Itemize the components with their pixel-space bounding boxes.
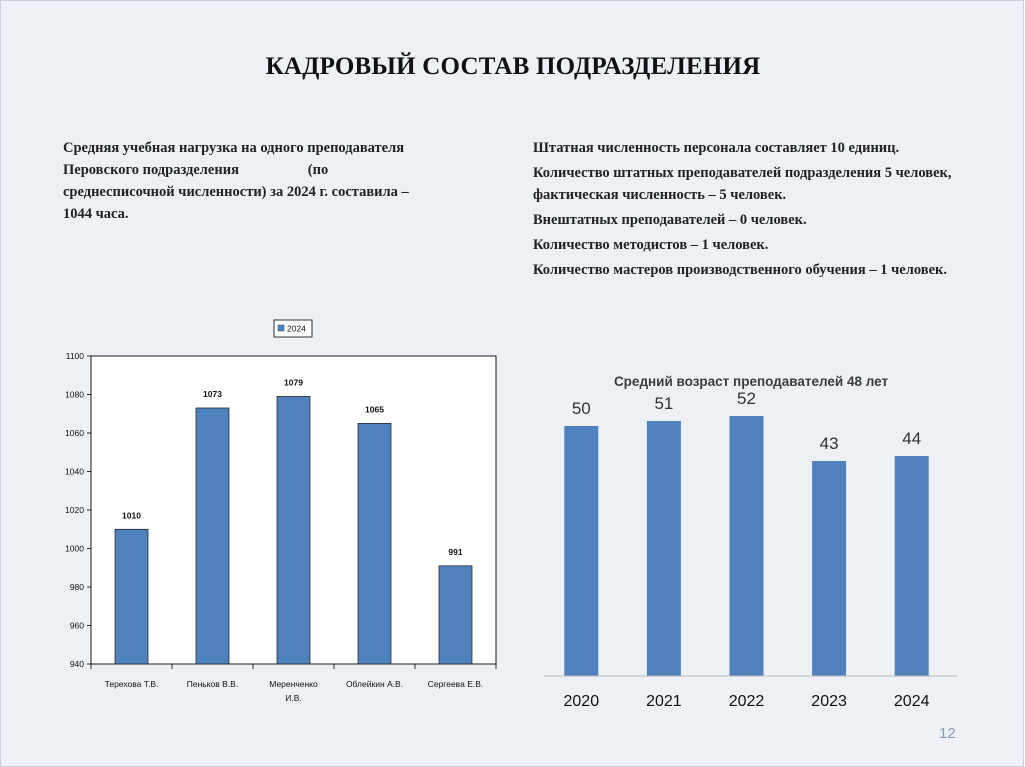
staff-info-paragraph: Штатная численность персонала составляет 10 единиц. xyxy=(533,140,900,156)
bar xyxy=(277,396,310,664)
category-label: И.В. xyxy=(285,693,302,703)
category-label: Облейкин А.В. xyxy=(345,679,404,689)
data-label: 991 xyxy=(448,546,463,557)
slide-title: КАДРОВЫЙ СОСТАВ ПОДРАЗДЕЛЕНИЯ xyxy=(265,53,761,80)
category-label: 2021 xyxy=(646,693,682,710)
y-tick-label: 960 xyxy=(69,620,84,631)
staff-info-paragraph: Внештатных преподавателей – 0 человек. xyxy=(533,212,807,228)
data-label: 1079 xyxy=(284,377,303,388)
y-tick-label: 1000 xyxy=(65,543,84,554)
y-tick-label: 1040 xyxy=(65,466,84,477)
category-label: Пеньков В.В. xyxy=(186,679,239,689)
data-label: 52 xyxy=(737,389,756,408)
bar xyxy=(196,408,229,664)
y-tick-label: 1060 xyxy=(65,428,84,438)
staff-info-text xyxy=(533,137,973,284)
data-label: 1073 xyxy=(203,388,222,399)
workload-text-line: Средняя учебная нагрузка на одного преподавателя xyxy=(63,140,405,156)
category-label: 2024 xyxy=(893,693,930,710)
staff-info-paragraph: Количество методистов – 1 человек. xyxy=(533,237,769,253)
chart-title: Средний возраст преподавателей 48 лет xyxy=(613,374,889,389)
data-label: 44 xyxy=(902,429,922,448)
bar xyxy=(812,461,846,676)
category-label: 2023 xyxy=(811,693,847,710)
category-label: Сергеева Е.В. xyxy=(427,679,484,689)
legend-label: 2024 xyxy=(287,323,306,334)
bar xyxy=(358,423,391,664)
category-label: 2020 xyxy=(563,693,600,710)
bar xyxy=(730,416,764,676)
data-label: 1010 xyxy=(122,510,141,521)
bar xyxy=(895,456,929,676)
workload-chart xyxy=(61,323,501,726)
category-label: Меренченко xyxy=(269,679,318,689)
bar xyxy=(647,421,681,676)
data-label: 43 xyxy=(819,434,839,453)
y-tick-label: 1020 xyxy=(65,505,84,515)
age-chart xyxy=(544,366,959,726)
legend-swatch xyxy=(278,325,284,331)
workload-chart-svg xyxy=(61,323,501,726)
workload-text xyxy=(63,137,483,225)
data-label: 1065 xyxy=(365,404,384,415)
data-label: 51 xyxy=(654,394,674,413)
y-tick-label: 940 xyxy=(69,659,84,669)
page-number: 12 xyxy=(939,725,956,742)
bar xyxy=(439,566,472,664)
workload-text-line: 1044 часа. xyxy=(63,206,129,222)
data-label: 50 xyxy=(571,399,591,418)
workload-text-line: среднесписочной численности) за 2024 г. составила – xyxy=(63,184,409,200)
bar xyxy=(115,529,148,664)
age-chart-svg xyxy=(544,366,959,726)
category-label: 2022 xyxy=(728,693,765,710)
category-label: Терехова Т.В. xyxy=(104,679,159,689)
y-tick-label: 980 xyxy=(69,582,84,592)
workload-text-line: Перовского подразделения (по xyxy=(63,162,329,178)
y-tick-label: 1100 xyxy=(65,351,84,361)
y-tick-label: 1080 xyxy=(65,389,84,400)
staff-info-paragraph: Количество мастеров производственного обучения – 1 человек. xyxy=(533,262,947,278)
bar xyxy=(564,426,598,676)
staff-info-paragraph: Количество штатных преподавателей подразделения 5 человек, фактическая численность – 5 человек. xyxy=(533,165,952,203)
